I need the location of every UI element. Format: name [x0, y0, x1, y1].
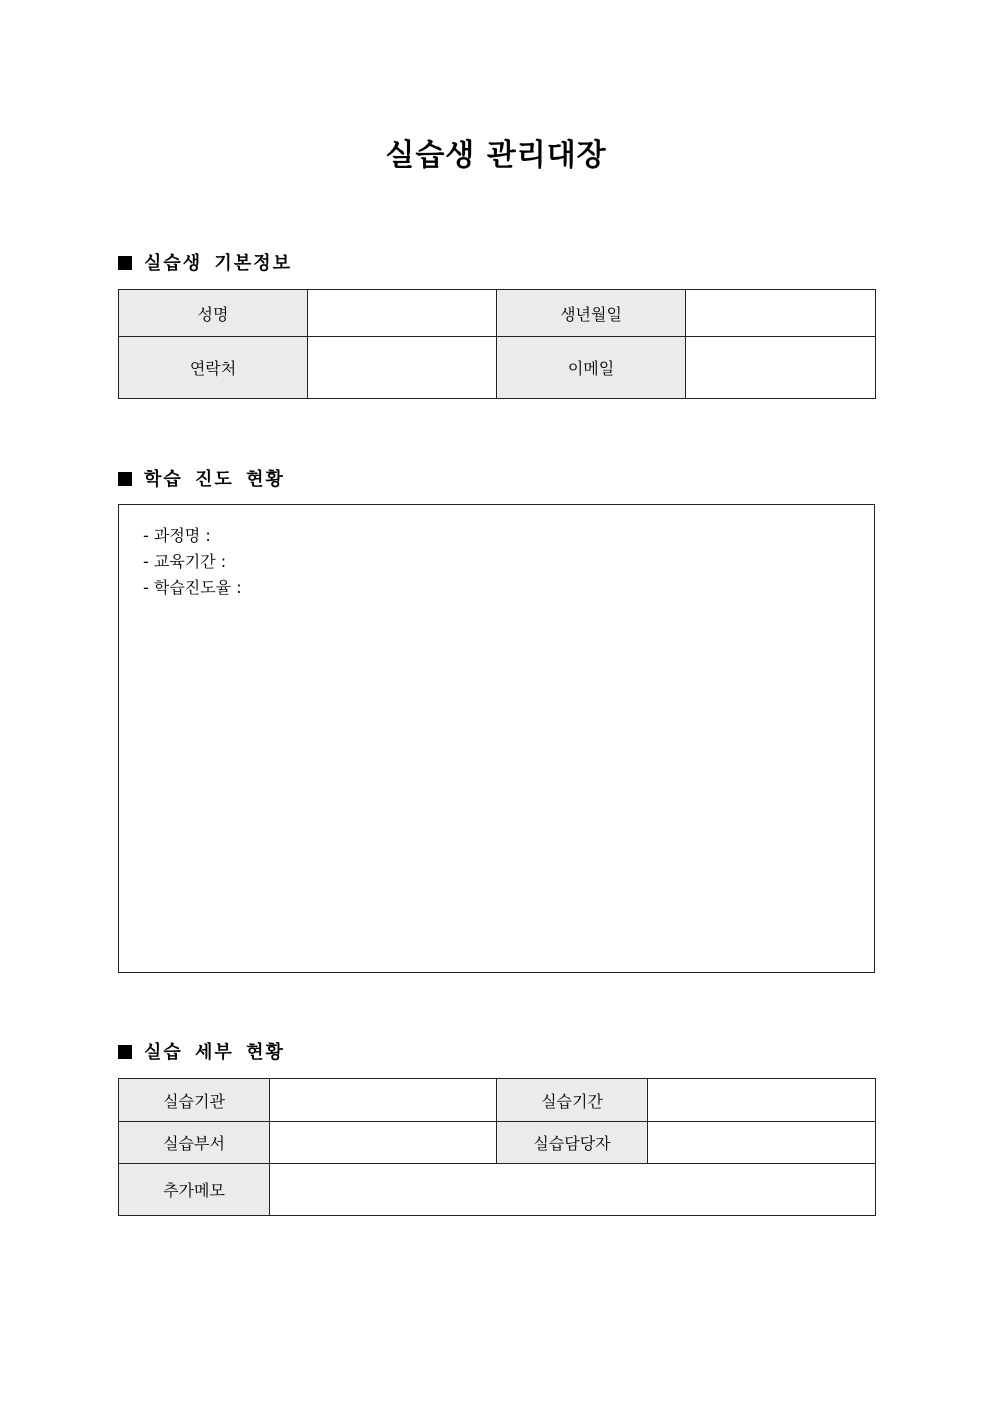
document-title: 실습생 관리대장: [385, 138, 607, 173]
birthdate-field[interactable]: [686, 290, 876, 337]
progress-rate-item: - 학습진도율 :: [143, 578, 242, 597]
details-row: [119, 1079, 876, 1122]
progress-box[interactable]: [118, 504, 875, 973]
basic-info-row: [119, 337, 876, 399]
department-label: 실습부서: [119, 1122, 270, 1164]
basic-info-heading: [118, 251, 292, 277]
basic-info-heading-text: 실습생 기본정보: [144, 253, 292, 274]
progress-heading-text: 학습 진도 현황: [144, 469, 285, 490]
details-row: [119, 1164, 876, 1216]
contact-field[interactable]: [308, 337, 497, 399]
institution-label: 실습기관: [119, 1079, 270, 1122]
email-label: 이메일: [497, 337, 686, 399]
memo-label: 추가메모: [119, 1164, 270, 1216]
course-name-item: - 과정명 :: [143, 526, 211, 545]
contact-label: 연락처: [119, 337, 308, 399]
period-label: 실습기간: [497, 1079, 648, 1122]
square-bullet-icon: [118, 1045, 132, 1059]
square-bullet-icon: [118, 256, 132, 270]
details-heading: [118, 1040, 285, 1066]
progress-heading: [118, 467, 285, 493]
email-field[interactable]: [686, 337, 876, 399]
birthdate-label: 생년월일: [497, 290, 686, 337]
department-field[interactable]: [270, 1122, 497, 1164]
name-field[interactable]: [308, 290, 497, 337]
basic-info-table: [118, 289, 876, 399]
period-field[interactable]: [648, 1079, 876, 1122]
memo-field[interactable]: [270, 1164, 876, 1216]
square-bullet-icon: [118, 472, 132, 486]
basic-info-row: [119, 290, 876, 337]
details-row: [119, 1122, 876, 1164]
progress-list: [119, 505, 874, 601]
name-label: 성명: [119, 290, 308, 337]
institution-field[interactable]: [270, 1079, 497, 1122]
details-table: [118, 1078, 876, 1216]
manager-label: 실습담당자: [497, 1122, 648, 1164]
details-heading-text: 실습 세부 현황: [144, 1042, 285, 1063]
manager-field[interactable]: [648, 1122, 876, 1164]
training-period-item: - 교육기간 :: [143, 552, 227, 571]
